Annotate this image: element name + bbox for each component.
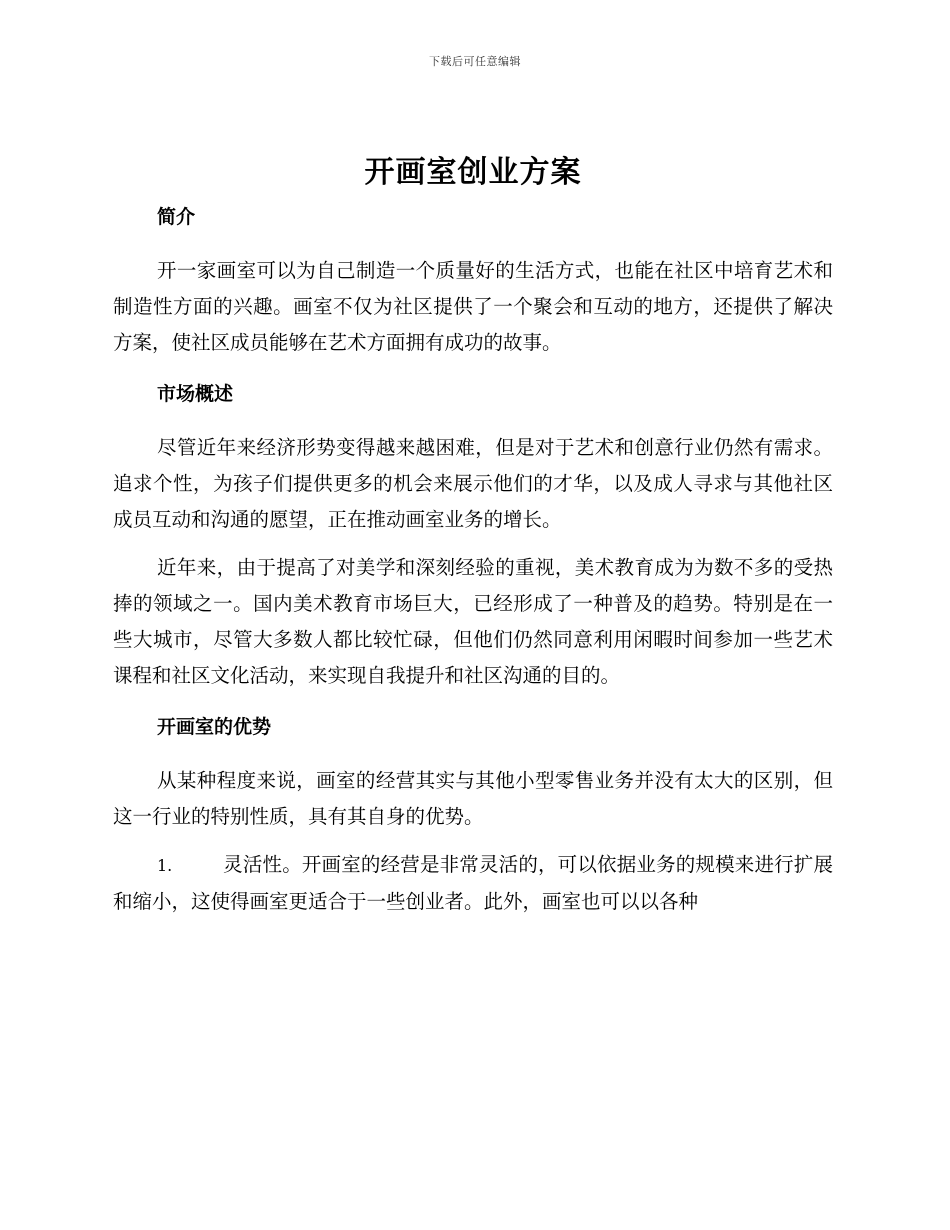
list-item-number: 1. xyxy=(157,856,173,875)
section-heading-advantages: 开画室的优势 xyxy=(157,716,272,738)
header-note: 下载后可任意编辑 xyxy=(429,55,521,68)
section-heading-market: 市场概述 xyxy=(157,383,234,405)
list-item-text: 灵活性。开画室的经营是非常灵活的，可以依据业务的规模来进行扩展和缩小，这使得画室更适合于一些创业者。此外，画室也可以以各种 xyxy=(113,853,833,913)
document-body xyxy=(113,150,833,920)
paragraph-intro: 开一家画室可以为自己制造一个质量好的生活方式，也能在社区中培育艺术和制造性方面的兴趣。画室不仅为社区提供了一个聚会和互动的地方，还提供了解决方案，使社区成员能够在艺术方面拥有成功的故事。 xyxy=(113,259,833,354)
document-title: 开画室创业方案 xyxy=(364,155,582,190)
list-item xyxy=(113,847,833,920)
paragraph-market-2: 近年来，由于提高了对美学和深刻经验的重视，美术教育成为为数不多的受热捧的领域之一。国内美术教育市场巨大，已经形成了一种普及的趋势。特别是在一些大城市，尽管大多数人都比较忙碌，但他们仍然同意利用闲暇时间参加一些艺术课程和社区文化活动，来实现自我提升和社区沟通的目的。 xyxy=(113,556,833,687)
paragraph-market-1: 尽管近年来经济形势变得越来越困难，但是对于艺术和创意行业仍然有需求。追求个性，为孩子们提供更多的机会来展示他们的才华，以及成人寻求与其他社区成员互动和沟通的愿望，正在推动画室业务的增长。 xyxy=(113,436,833,531)
section-heading-intro: 简介 xyxy=(157,206,196,228)
paragraph-advantages: 从某种程度来说，画室的经营其实与其他小型零售业务并没有太大的区别，但这一行业的特别性质，具有其自身的优势。 xyxy=(113,769,833,828)
